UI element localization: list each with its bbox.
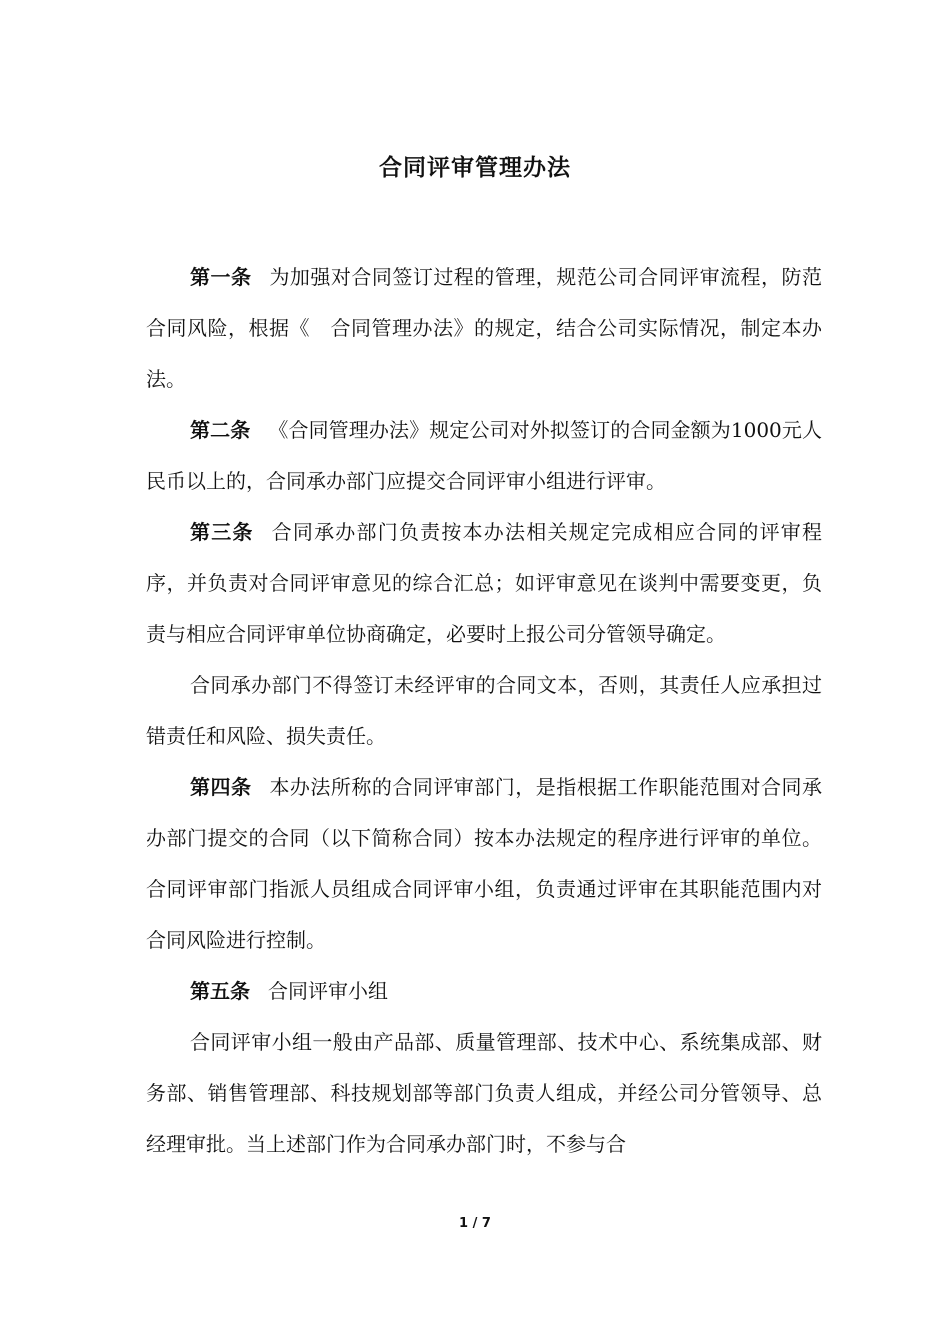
article-heading: 第四条	[190, 775, 252, 799]
article-3-continuation	[146, 660, 822, 762]
article-text: 合同承办部门负责按本办法相关规定完成相应合同的评审程序，并负责对合同评审意见的综合汇总；如评审意见在谈判中需要变更，负责与相应合同评审单位协商确定，必要时上报公司分管领导确定。	[146, 520, 823, 646]
article-text: 《合同管理办法》规定公司对外拟签订的合同金额为1000元人民币以上的，合同承办部门应提交合同评审小组进行评审。	[146, 418, 823, 493]
article-heading: 第五条	[190, 979, 250, 1003]
paragraph-text: 合同承办部门不得签订未经评审的合同文本，否则，其责任人应承担过错责任和风险、损失责任。	[146, 673, 822, 748]
document-title: 合同评审管理办法	[379, 154, 571, 181]
article-5	[146, 966, 822, 1017]
article-heading: 第二条	[190, 418, 251, 442]
article-text: 为加强对合同签订过程的管理，规范公司合同评审流程，防范合同风险，根据《 合同管理办法》的规定，结合公司实际情况，制定本办法。	[146, 265, 823, 391]
article-heading: 第一条	[190, 265, 252, 289]
document-body	[146, 252, 822, 1170]
page-number: 1 / 7	[459, 1216, 491, 1231]
article-4	[146, 762, 822, 966]
paragraph-text: 合同评审小组一般由产品部、质量管理部、技术中心、系统集成部、财务部、销售管理部、科技规划部等部门负责人组成，并经公司分管领导、总经理审批。当上述部门作为合同承办部门时，不参与合	[146, 1030, 822, 1156]
article-text: 合同评审小组	[268, 979, 388, 1003]
article-5-continuation	[146, 1017, 822, 1170]
article-1	[146, 252, 822, 405]
article-3	[146, 507, 822, 660]
article-text: 本办法所称的合同评审部门，是指根据工作职能范围对合同承办部门提交的合同（以下简称合同）按本办法规定的程序进行评审的单位。合同评审部门指派人员组成合同评审小组，负责通过评审在其职能范围内对合同风险进行控制。	[146, 775, 823, 952]
article-heading: 第三条	[190, 520, 254, 544]
article-2	[146, 405, 822, 507]
